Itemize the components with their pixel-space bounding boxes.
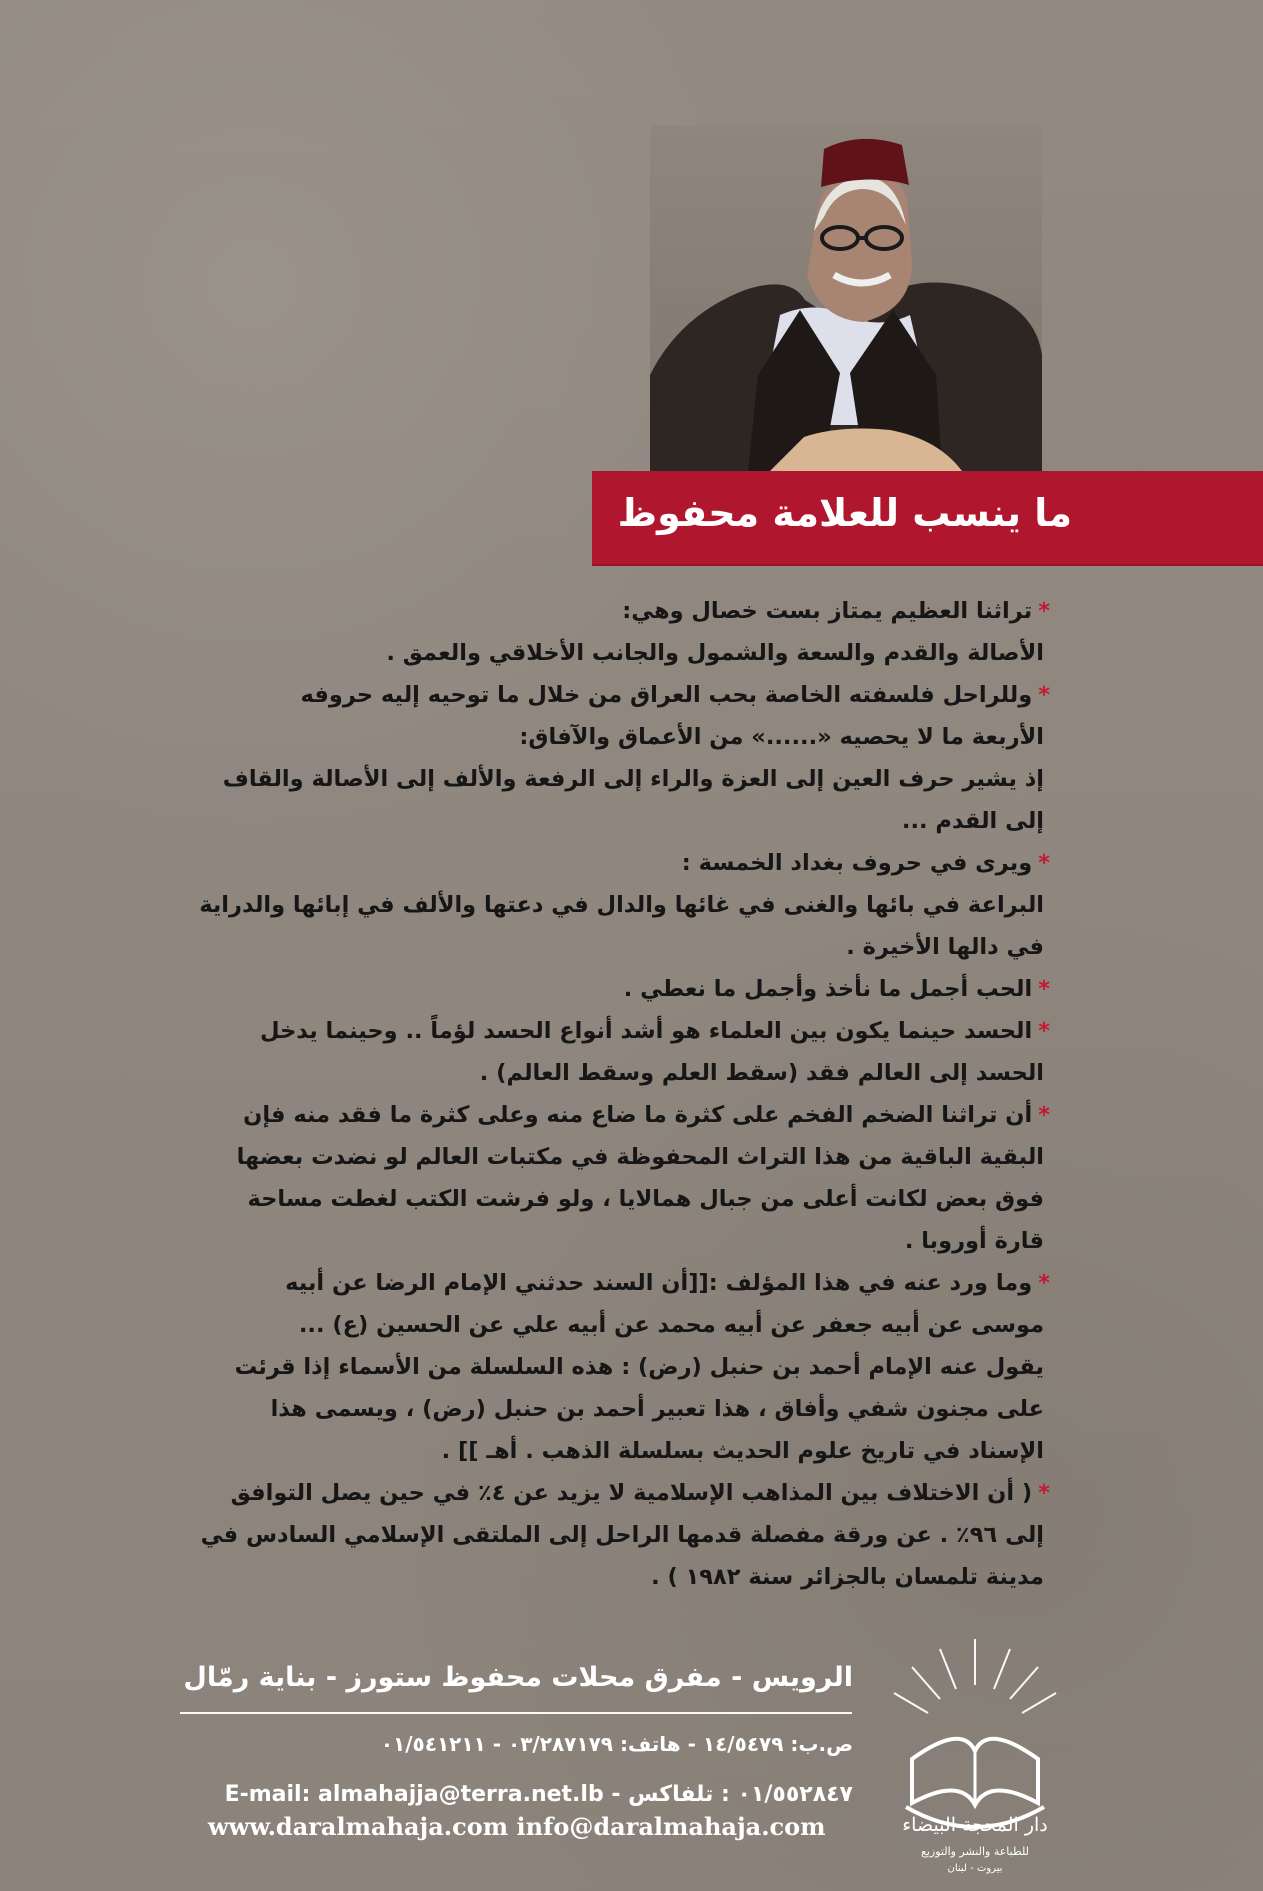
body-line-24: مدينة تلمسان بالجزائر سنة ١٩٨٢ ) . <box>651 1564 1044 1590</box>
body-line-23: إلى ٩٦٪ . عن ورقة مفصلة قدمها الراحل إلى الملتقى الإسلامي السادس في <box>200 1522 1044 1548</box>
author-portrait <box>650 125 1042 471</box>
body-line-15: فوق بعض لكانت أعلى من جبال همالايا ، ولو فرشت الكتب لغطت مساحة <box>247 1186 1044 1212</box>
body-line-17: *وما ورد عنه في هذا المؤلف :[[أن السند حدثني الإمام الرضا عن أبيه <box>285 1270 1050 1296</box>
body-line-5: إذ يشير حرف العين إلى العزة والراء إلى الرفعة والألف إلى الأصالة والقاف <box>222 766 1044 792</box>
body-line-1: *تراثنا العظيم يمتاز بست خصال وهي: <box>622 598 1050 624</box>
book-logo-icon <box>870 1627 1080 1879</box>
body-line-18: موسى عن أبيه جعفر عن أبيه محمد عن أبيه علي عن الحسين (ع) ... <box>298 1312 1044 1338</box>
body-line-11: *الحسد حينما يكون بين العلماء هو أشد أنواع الحسد لؤماً .. وحينما يدخل <box>259 1018 1050 1044</box>
body-line-19: يقول عنه الإمام أحمد بن حنبل (رض) : هذه السلسلة من الأسماء إذا قرئت <box>234 1354 1044 1380</box>
body-line-9: في دالها الأخيرة . <box>846 934 1044 960</box>
body-line-6: إلى القدم ... <box>901 808 1044 834</box>
red-star-icon: * <box>1038 976 1050 1002</box>
portrait-image-icon <box>650 125 1042 471</box>
red-star-icon: * <box>1038 1480 1050 1506</box>
body-line-20: على مجنون شفي وأفاق ، هذا تعبير أحمد بن حنبل (رض) ، ويسمى هذا <box>270 1396 1044 1422</box>
red-star-icon: * <box>1038 1270 1050 1296</box>
svg-text:للطباعة والنشر والتوزيع: للطباعة والنشر والتوزيع <box>920 1845 1030 1858</box>
footer-phone: ص.ب: ١٤/٥٤٧٩ - هاتف: ٠٣/٢٨٧١٧٩ - ٠١/٥٤١٢١١ <box>380 1732 853 1756</box>
footer-websites: www.daralmahaja.com info@daralmahaja.com <box>208 1812 826 1841</box>
red-star-icon: * <box>1038 1018 1050 1044</box>
body-line-13: *أن تراثنا الضخم الفخم على كثرة ما ضاع منه وعلى كثرة ما فقد منه فإن <box>243 1102 1050 1128</box>
body-line-14: البقية الباقية من هذا التراث المحفوظة في مكتبات العالم لو نضدت بعضها <box>236 1144 1044 1170</box>
body-line-7: *ويرى في حروف بغداد الخمسة : <box>681 850 1050 876</box>
body-line-2: الأصالة والقدم والسعة والشمول والجانب الأخلاقي والعمق . <box>386 640 1044 666</box>
body-line-8: البراعة في بائها والغنى في غائها والدال في دعتها والألف في إبائها والدراية <box>199 892 1044 918</box>
svg-text:دار المحجة البيضاء: دار المحجة البيضاء <box>902 1814 1048 1836</box>
red-star-icon: * <box>1038 850 1050 876</box>
body-line-16: قارة أوروبا . <box>904 1228 1044 1254</box>
body-line-22: *( أن الاختلاف بين المذاهب الإسلامية لا يزيد عن ٤٪ في حين يصل التوافق <box>230 1480 1050 1506</box>
red-star-icon: * <box>1038 598 1050 624</box>
footer-divider <box>180 1712 852 1714</box>
title-band <box>592 471 1263 566</box>
body-line-12: الحسد إلى العالم فقد (سقط العلم وسقط العالم) . <box>479 1060 1044 1086</box>
svg-text:بيروت - لبنان: بيروت - لبنان <box>947 1863 1003 1874</box>
body-line-4: الأربعة ما لا يحصيه «......» من الأعماق والآفاق: <box>519 724 1044 750</box>
red-star-icon: * <box>1038 682 1050 708</box>
footer-address: الرويس - مفرق محلات محفوظ ستورز - بناية رمّال <box>183 1662 853 1693</box>
footer-fax-email: E-mail: almahajja@terra.net.lb - ٠١/٥٥٢٨٤٧ : تلفاكس <box>224 1782 853 1807</box>
red-star-icon: * <box>1038 1102 1050 1128</box>
publisher-logo <box>870 1627 1080 1879</box>
page-title: ما ينسب للعلامة محفوظ <box>617 491 1072 535</box>
body-line-21: الإسناد في تاريخ علوم الحديث بسلسلة الذهب . أهـ ]] . <box>441 1438 1044 1464</box>
body-line-10: *الحب أجمل ما نأخذ وأجمل ما نعطي . <box>623 976 1050 1002</box>
body-line-3: *وللراحل فلسفته الخاصة بحب العراق من خلال ما توحيه إليه حروفه <box>300 682 1050 708</box>
quotes-body <box>188 590 1050 1598</box>
